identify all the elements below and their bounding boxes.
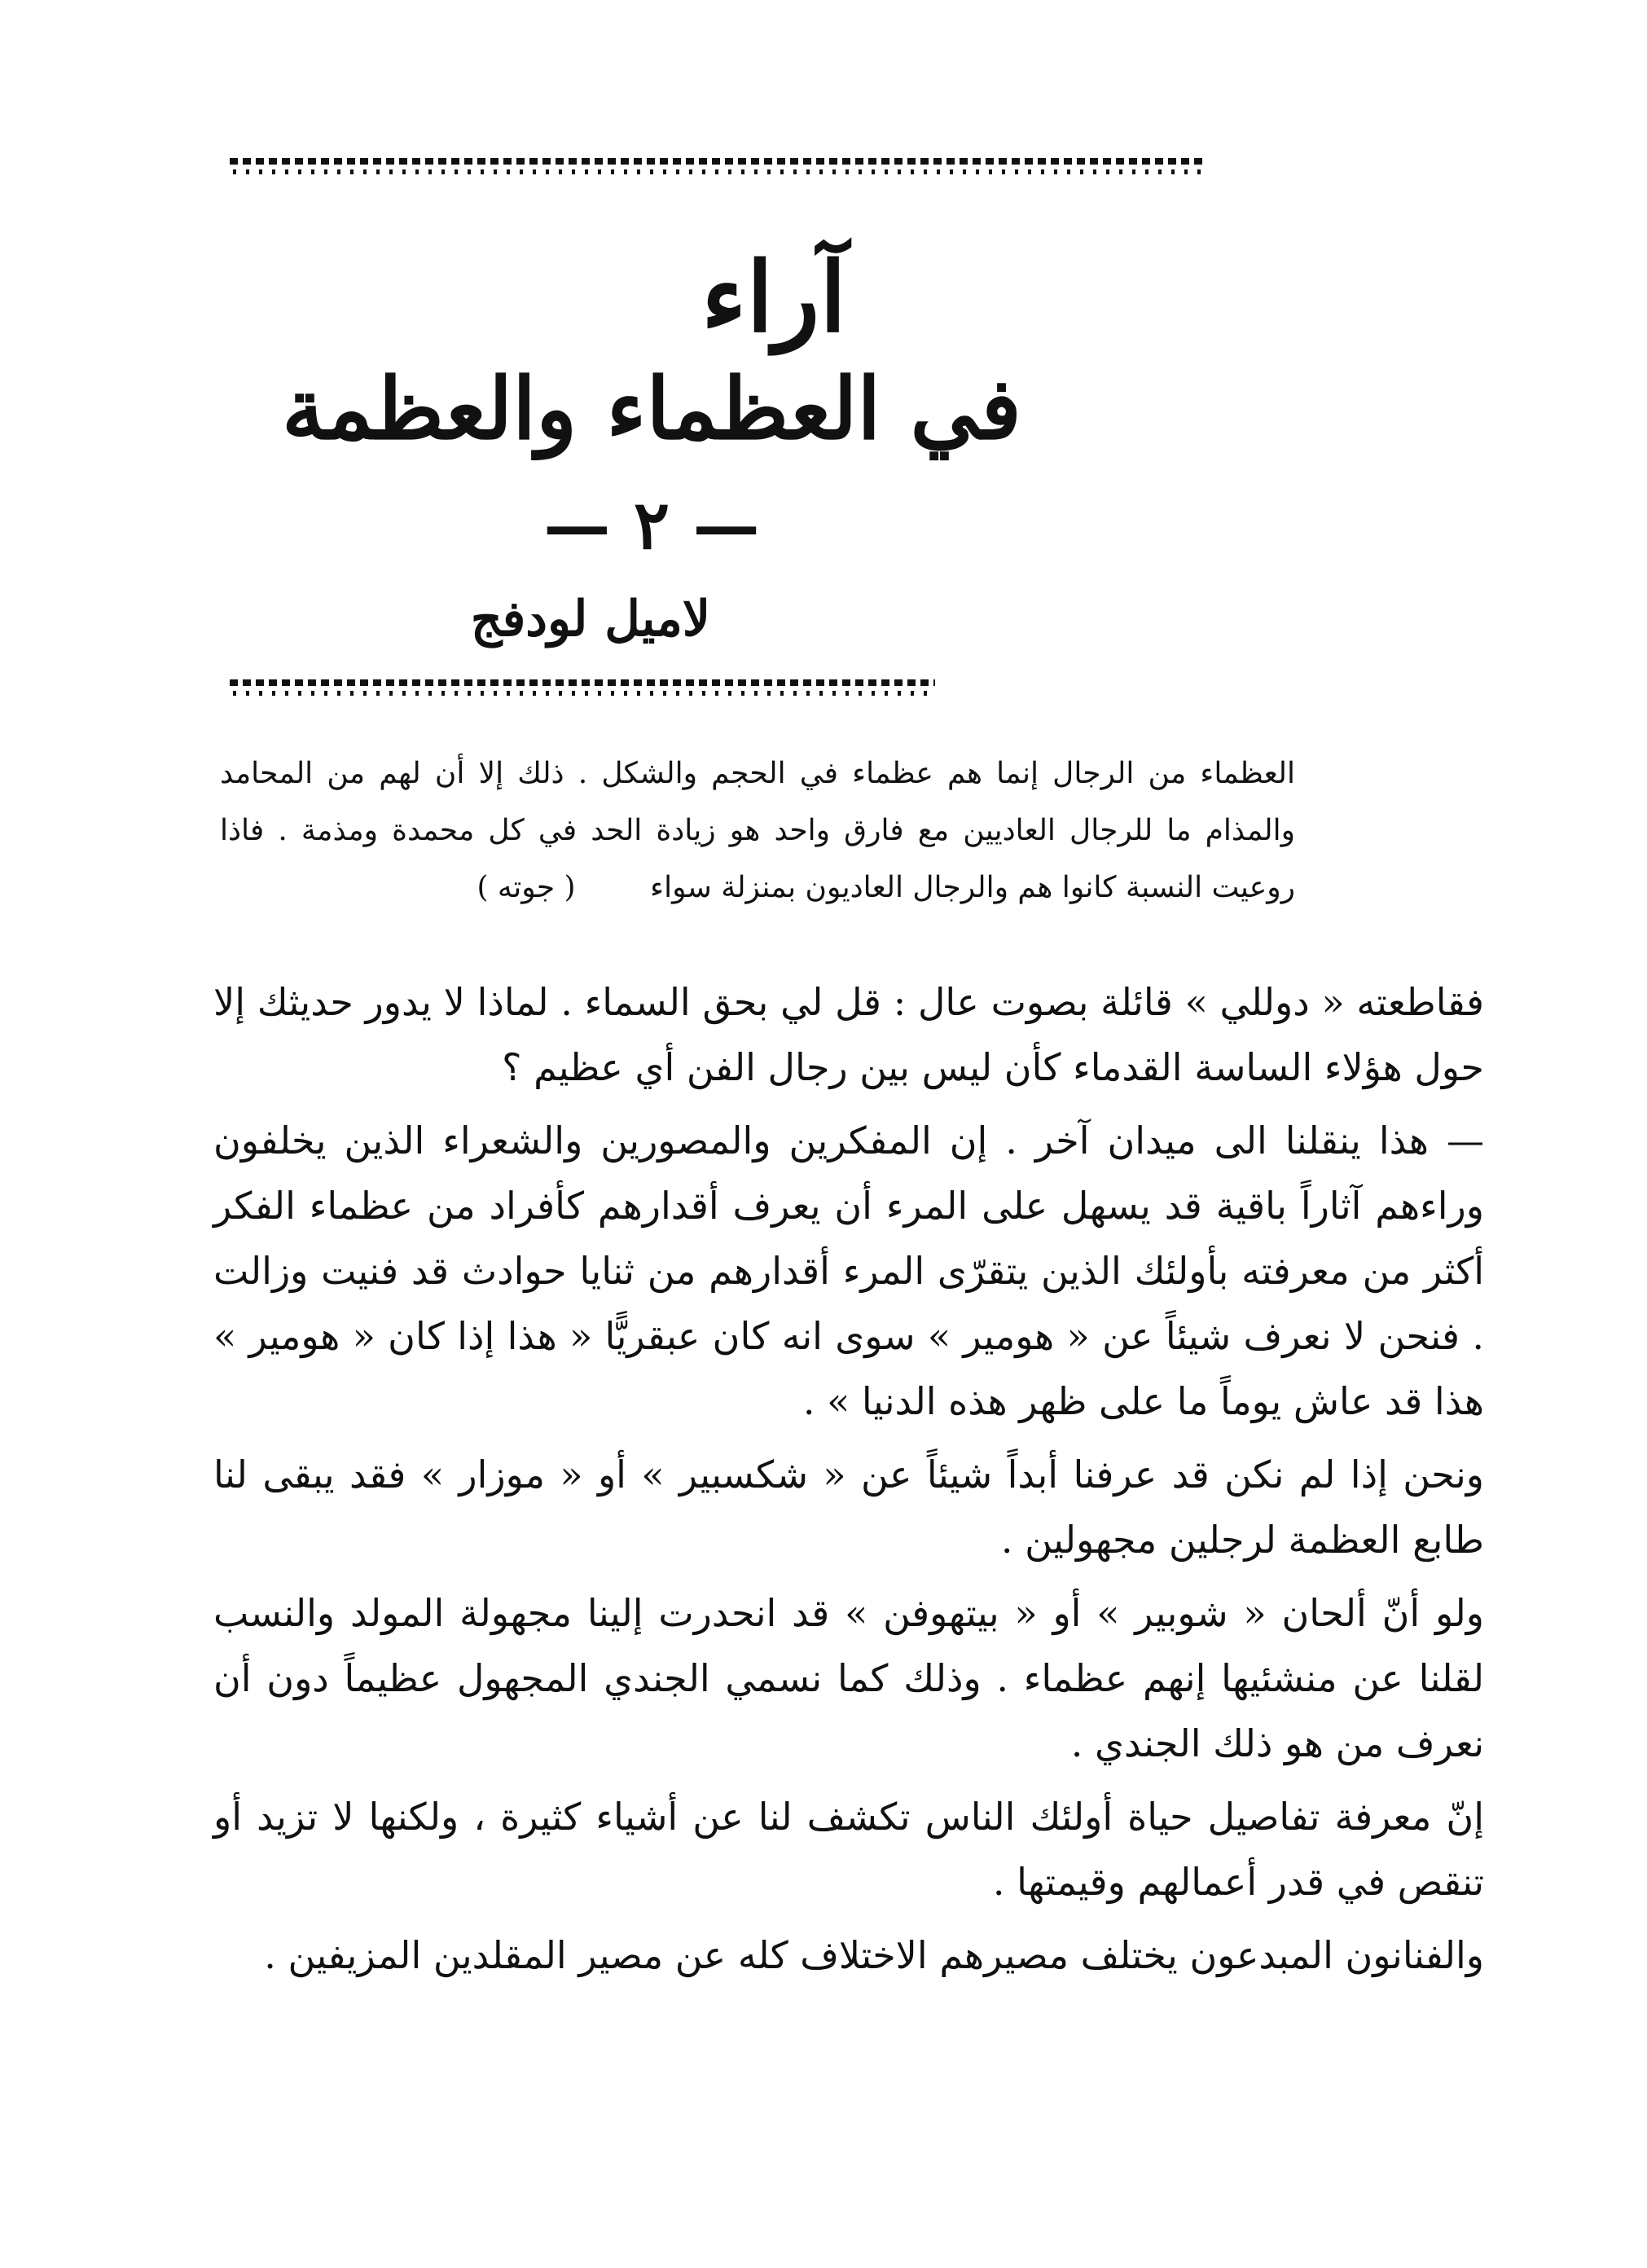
article-body	[213, 969, 1484, 1996]
paragraph: — هذا ينقلنا الى ميدان آخر . إن المفكرين والمصورين والشعراء الذين يخلفون وراءهم آثاراً باقية قد يسهل على المرء أن يعرف أقدارهم كأفراد من عظماء الفكر أكثر من معرفته بأولئك الذين يتقرّى المرء أقدارهم من ثنايا حوادث قد فنيت وزالت . فنحن لا نعرف شيئاً عن « هومير » سوى انه كان عبقريًّا « هذا إذا كان « هومير » هذا قد عاش يوماً ما على ظهر هذه الدنيا » .	[213, 1119, 1484, 1423]
epigraph-source: ( جوته )	[477, 871, 576, 904]
mid-ornament-divider	[230, 676, 935, 701]
paragraph: والفنانون المبدعون يختلف مصيرهم الاختلاف كله عن مصير المقلدين المزيفين .	[264, 1933, 1484, 1977]
top-ornament-divider	[230, 155, 1206, 179]
article-subtitle: في العظماء والعظمة	[282, 358, 1021, 459]
epigraph-text: العظماء من الرجال إنما هم عظماء في الحجم والشكل . ذلك إلا أن لهم من المحامد والمذام ما للرجال العاديين مع فارق واحد هو زيادة الحد في كل محمدة ومذمة . فاذا روعيت النسبة كانوا هم والرجال العاديون بمنزلة سواء	[220, 757, 1295, 904]
article-title: آراء	[701, 240, 847, 354]
paragraph: ونحن إذا لم نكن قد عرفنا أبداً شيئاً عن « شكسبير » أو « موزار » فقد يبقى لنا طابع العظمة لرجلين مجهولين .	[213, 1453, 1484, 1562]
paragraph: ولو أنّ ألحان « شوبير » أو « بيتهوفن » قد انحدرت إلينا مجهولة المولد والنسب لقلنا عن منشئيها إنهم عظماء . وذلك كما نسمي الجندي المجهول عظيماً دون أن نعرف من هو ذلك الجندي .	[213, 1591, 1484, 1765]
epigraph	[220, 745, 1295, 916]
author-byline: لاميل لودفج	[470, 591, 711, 648]
paragraph: فقاطعته « دوللي » قائلة بصوت عال : قل لي بحق السماء . لماذا لا يدور حديثك إلا حول هؤلاء الساسة القدماء كأن ليس بين رجال الفن أي عظيم ؟	[213, 980, 1484, 1089]
paragraph: إنّ معرفة تفاصيل حياة أولئك الناس تكشف لنا عن أشياء كثيرة ، ولكنها لا تزيد أو تنقص في قدر أعمالهم وقيمتها .	[213, 1795, 1484, 1904]
part-number: — ٢ —	[543, 486, 760, 565]
